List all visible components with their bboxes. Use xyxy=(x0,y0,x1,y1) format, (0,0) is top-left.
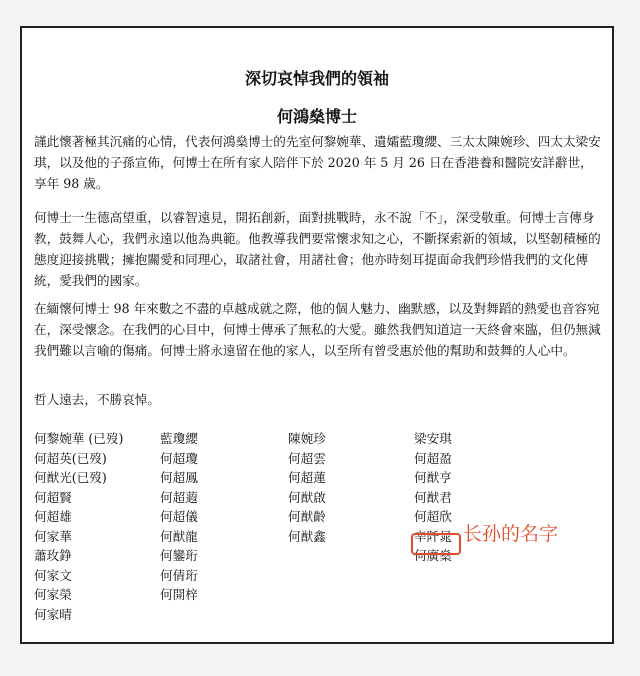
signatory-name: 何超賢 xyxy=(34,489,72,505)
signatory-name: 藍瓊纓 xyxy=(160,431,198,446)
signatory-name: 何超瓊 xyxy=(160,450,198,466)
signatory-name: 何超盈 xyxy=(414,450,452,466)
paragraph-legacy: 何博士一生德高望重，以睿智遠見，開拓創新，面對挑戰時，永不說「不」，深受敬重。何博士言傳身教，鼓舞人心，我們永遠以他為典範。他教導我們要常懷求知之心，不斷探索新的領域，以堅韌積極的態度迎接挑戰；擁抱關愛和同理心，取諸社會，用諸社會；他亦時刻耳提面命我們珍惜我們的文化傳統，愛我們的國家。 xyxy=(34,210,601,288)
signatory-name: 何猷光(已歿) xyxy=(34,470,107,485)
signatory-name: 何家榮 xyxy=(34,587,72,602)
signatory-name: 何猷齡 xyxy=(288,509,326,524)
signatory-name: 何家華 xyxy=(34,528,72,544)
signatory-name: 何超蓮 xyxy=(288,470,326,485)
signatory-column-1 xyxy=(34,429,123,624)
signatory-name: 何超欣 xyxy=(414,509,452,524)
signatory-name: 何猷啟 xyxy=(288,489,326,505)
signatory-name: 何超鳳 xyxy=(160,470,198,485)
signatory-name: 何超儀 xyxy=(160,509,198,524)
signatory-name: 梁安琪 xyxy=(414,431,452,446)
signatory-name: 何家文 xyxy=(34,567,72,583)
signatory-name: 陳婉珍 xyxy=(288,431,326,446)
notice-subtitle: 何鴻燊博士 xyxy=(276,107,357,126)
signatory-name: 何猷君 xyxy=(414,489,452,505)
obituary-notice xyxy=(20,26,614,644)
signatory-name: 蕭玫錚 xyxy=(34,548,72,563)
signatory-column-2 xyxy=(160,429,198,605)
signatory-name: 何超雲 xyxy=(288,450,326,466)
paragraph-closing: 哲人遠去，不勝哀悼。 xyxy=(34,392,160,407)
signatory-name-highlighted: 何廣燊 xyxy=(414,548,452,563)
signatory-name: 何家晴 xyxy=(34,606,72,622)
signatory-name: 何鑾珩 xyxy=(160,548,198,563)
signatory-name: 何超蕸 xyxy=(160,489,198,505)
highlight-box xyxy=(411,533,461,555)
signatory-name: 何猷亨 xyxy=(414,470,452,485)
signatory-name: 何猷龍 xyxy=(160,528,198,544)
signatory-column-3 xyxy=(288,429,326,546)
signatory-name: 何超英(已歿) xyxy=(34,450,107,466)
annotation-label: 长孙的名字 xyxy=(463,523,559,545)
signatory-name: 何開梓 xyxy=(160,587,198,602)
signatory-name: 何猷鑫 xyxy=(288,528,326,544)
notice-title: 深切哀悼我們的領袖 xyxy=(244,69,389,88)
signatory-name: 何黎婉華 (已歿) xyxy=(34,431,124,446)
paragraph-remembrance: 在緬懷何博士 98 年來數之不盡的卓越成就之際，他的個人魅力、幽默感，以及對舞蹈的熱愛也音容宛在，深受懷念。在我們的心目中，何博士傳承了無私的大愛。雖然我們知道這一天終會來臨，但仍無減我們難以言喻的傷痛。何博士將永遠留在他的家人，以至所有曾受惠於他的幫助和鼓舞的人心中。 xyxy=(34,301,601,358)
signatory-name: 何超雄 xyxy=(34,509,72,524)
signatory-name: 辛阡晁 xyxy=(414,528,452,544)
signatory-name: 何倩珩 xyxy=(160,567,198,583)
paragraph-announcement: 謹此懷著極其沉痛的心情，代表何鴻燊博士的先室何黎婉華、遺孀藍瓊纓、三太太陳婉珍、四太太梁安琪，以及他的子孫宣佈，何博士在所有家人陪伴下於 2020 年 5 月 26 日在香港養和醫院安詳辭世，享年 98 歲。 xyxy=(34,134,601,191)
